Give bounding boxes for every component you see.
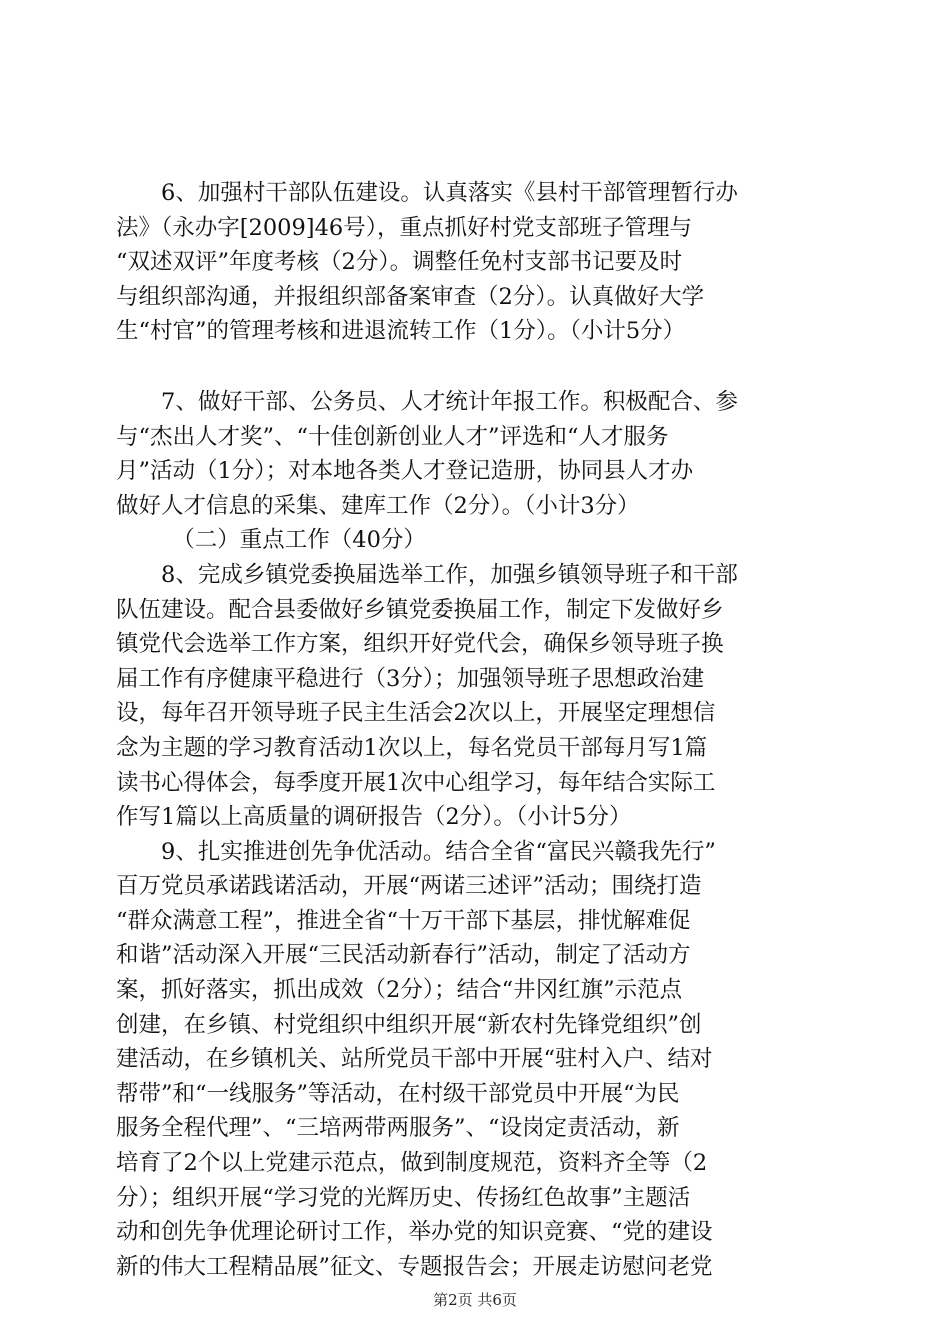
paragraph-9: 9、扎实推进创先争优活动。结合全省“富民兴赣我先行” 百万党员承诺践诺活动，开展“两诺三述评”活动；围绕打造 “群众满意工程”，推进全省“十万干部下基层，排忧解难促 和谐”活动深入开展“三民活动新春行”活动，制定了活动方 案，抓好落实，抓出成效（2分）；结合“井冈红旗”示范点 创建，在乡镇、村党组织中组织开展“新农村先锋党组织”创 建活动，在乡镇机关、站所党员干部中开展“驻村入户、结对 帮带”和“一线服务”等活动，在村级干部党员中开展“为民 服务全程代理”、“三培两带两服务”、“设岗定责活动，新 培育了2个以上党建示范点，做到制度规范，资料齐全等（2 分）；组织开展“学习党的光辉历史、传扬红色故事”主题活 动和创先争优理论研讨工作，举办党的知识竞赛、“党的建设 新的伟大工程精品展”征文、专题报告会；开展走访慰问老党 bbox=[116, 838, 716, 1280]
paragraph-8: 8、完成乡镇党委换届选举工作，加强乡镇领导班子和干部 队伍建设。配合县委做好乡镇党委换届工作，制定下发做好乡 镇党代会选举工作方案，组织开好党代会，确保乡领导班子换 届工作有序健康平稳进行（3分）；加强领导班子思想政治建 设，每年召开领导班子民主生活会2次以上，开展坚定理想信 念为主题的学习教育活动1次以上，每名党员干部每月写1篇 读书心得体会，每季度开展1次中心组学习，每年结合实际工 作写1篇以上高质量的调研报告（2分）。（小计5分） bbox=[116, 561, 738, 831]
document-body bbox=[116, 176, 836, 1284]
paragraph-7: 7、做好干部、公务员、人才统计年报工作。积极配合、参 与“杰出人才奖”、“十佳创新创业人才”评选和“人才服务 月”活动（1分）；对本地各类人才登记造册，协同县人才办 做好人才信息的采集、建库工作（2分）。（小计3分） bbox=[116, 388, 738, 519]
page-number-footer: 第2页 共6页 bbox=[433, 1291, 517, 1309]
paragraph-6: 6、加强村干部队伍建设。认真落实《县村干部管理暂行办 法》（永办字[2009]46号），重点抓好村党支部班子管理与 “双述双评”年度考核（2分）。调整任免村支部书记要及时 与组织部沟通，并报组织部备案审查（2分）。认真做好大学 生“村官”的管理考核和进退流转工作（1分）。（小计5分） bbox=[116, 180, 738, 345]
section-heading-key-work: （二）重点工作（40分） bbox=[116, 527, 426, 554]
